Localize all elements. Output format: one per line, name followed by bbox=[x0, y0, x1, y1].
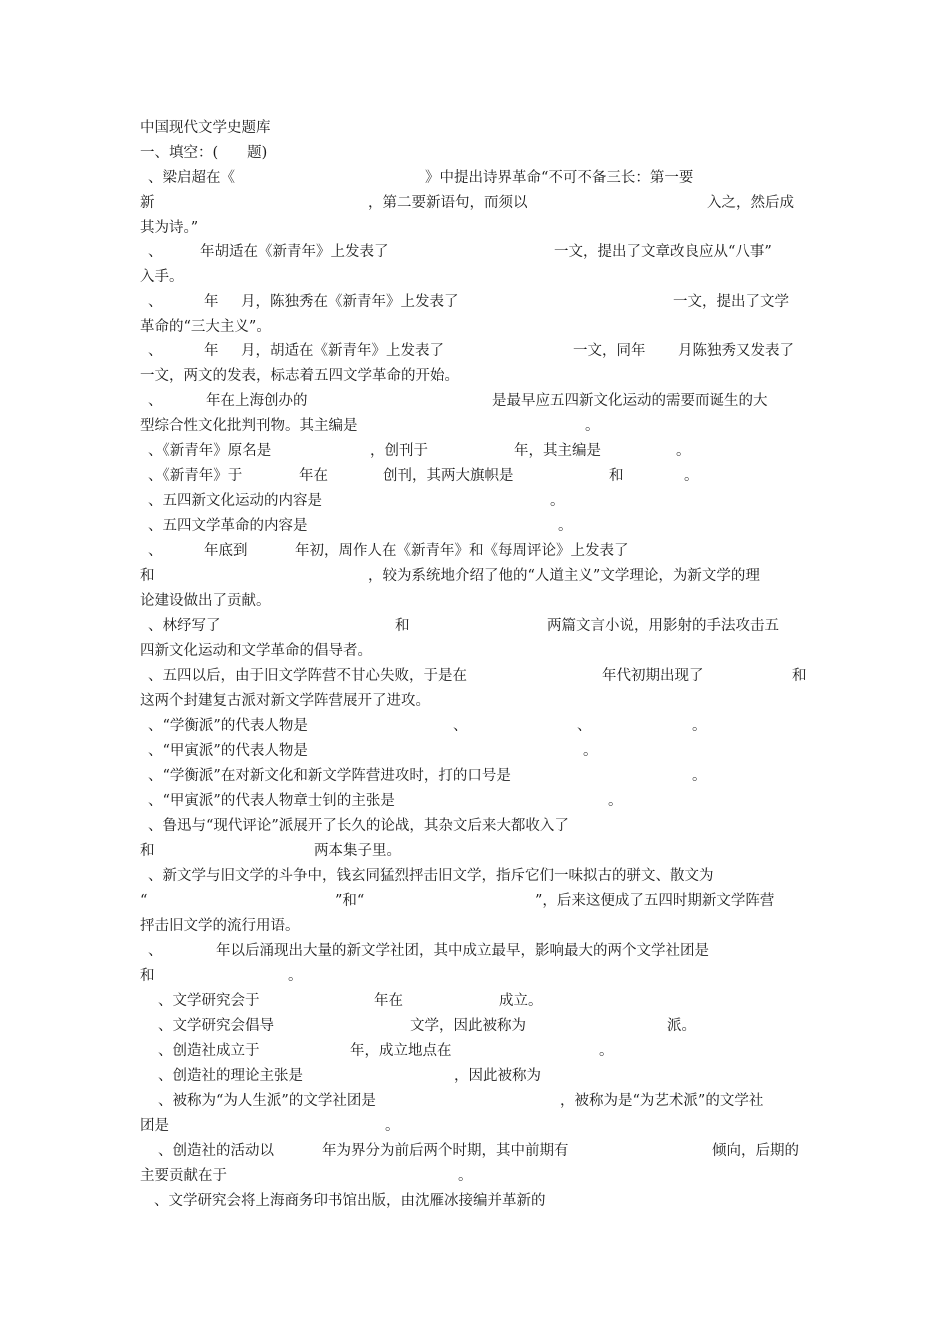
document-page: 中国现代文学史题库 一、填空：( 题) 、梁启超在《 》中提出诗界革命“不可不备三长：第一要 新 ，第二要新语句，而须以 入之，然后成 其为诗。” 、 年胡适在《新青年》上发表了 一文，提出了文章改良应从“八事” 入手。 、 年 月，陈独秀在《新青年》上发表了 一文，提出了文学 革命的“三大主义”。 、 年 月，胡适在《新青年》上发表了 一文，同年 月陈独秀又发表了 一文，两文的发表，标志着五四文学革命的开始。 、 年在上海创办的 是最早应五四新文化运动的需要而诞生的大 型综合性文化批判刊物。其主编是 。 、《新青年》原名是 ，创刊于 年，其主编是 。 、《新青年》于 年在 创刊，其两大旗帜是 和 。 、五四新文化运动的内容是 。 、五四文学革命的内容是 。 、 年底到 年初，周作人在《新青年》和《每周评论》上发表了 和 ，较为系统地介绍了他的“人道主义”文学理论，为新文学的理 论建设做出了贡献。 、林纾写了 和 两篇文言小说，用影射的手法攻击五 四新文化运动和文学革命的倡导者。 、五四以后，由于旧文学阵营不甘心失败，于是在 年代初期出现了 和 这两个封建复古派对新文学阵营展开了进攻。 、“学衡派”的代表人物是 、 、 。 、“甲寅派”的代表人物是 。 、“学衡派”在对新文化和新文学阵营进攻时，打的口号是 。 、“甲寅派”的代表人物章士钊的主张是 。 、鲁迅与“现代评论”派展开了长久的论战，其杂文后来大都收入了 和 两本集子里。 、新文学与旧文学的斗争中，钱玄同猛烈抨击旧文学，指斥它们一味拟古的骈文、散文为 “ ”和“ ”，后来这便成了五四时期新文学阵营 抨击旧文学的流行用语。 、 年以后涌现出大量的新文学社团，其中成立最早，影响最大的两个文学社团是 和 。 、文学研究会于 年在 成立。 、文学研究会倡导 文学，因此被称为 派。 、创造社成立于 年，成立地点在 。 、创造社的理论主张是 ，因此被称为 、被称为“为人生派”的文学社团是 ，被称为是“为艺术派”的文学社 团是 。 、创造社的活动以 年为界分为前后两个时期，其中前期有 倾向，后期的 主要贡献在于 。 、文学研究会将上海商务印书馆出版，由沈雁冰接编并革新的 bbox=[0, 0, 950, 1344]
section-heading: 一、填空：( 题) bbox=[140, 145, 268, 161]
document-title: 中国现代文学史题库 bbox=[140, 120, 271, 136]
